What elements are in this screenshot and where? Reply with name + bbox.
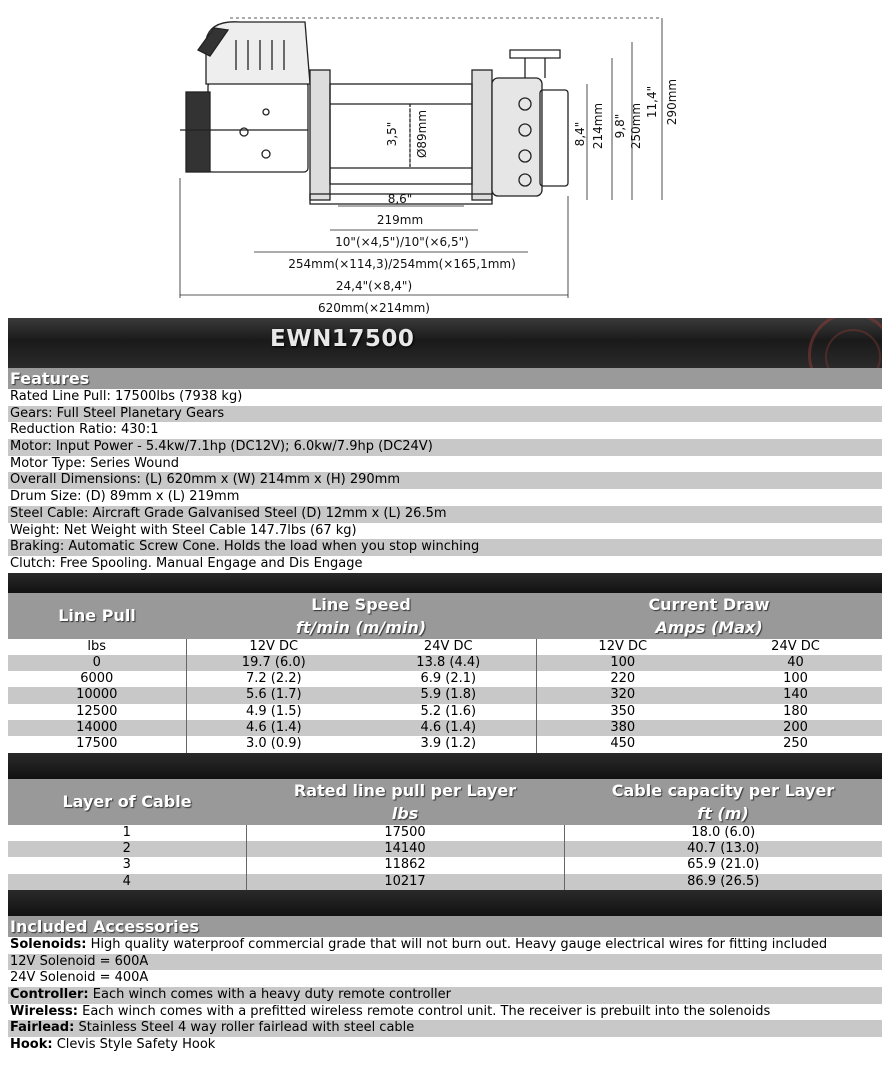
table-cell: 14000 (8, 720, 186, 736)
table-cell: 140 (709, 687, 882, 703)
col-layer: Layer of Cable (8, 779, 246, 825)
feature-item: Steel Cable: Aircraft Grade Galvanised Steel (D) 12mm x (L) 26.5m (8, 506, 882, 523)
table-row (8, 874, 882, 890)
table-cell: 10000 (8, 687, 186, 703)
mount-pattern-mm: 254mm(×114,3)/254mm(×165,1mm) (288, 257, 516, 271)
table-cell: 12500 (76, 703, 118, 719)
table-row (8, 671, 882, 687)
accessory-key: Controller: (10, 986, 89, 1002)
performance-table (8, 593, 882, 753)
table-cell: 250 (783, 736, 808, 752)
col-capacity-unit: ft (m) (564, 802, 882, 825)
table-cell: 4 (8, 874, 246, 890)
col-current-draw: Current Draw (536, 593, 882, 616)
table-cell: 100 (536, 655, 709, 671)
table-row (8, 825, 882, 841)
col-rated-pull: Rated line pull per Layer (246, 779, 564, 802)
motor-end-cap (186, 92, 210, 172)
table-cell: 17500 (76, 736, 118, 752)
accessory-item (8, 1020, 882, 1037)
table-cell: 5.2 (1.6) (420, 703, 477, 719)
accessory-text: High quality waterproof commercial grade that will not burn out. Heavy gauge electrical wires for fitting included (86, 936, 828, 952)
drum-end-right (472, 70, 492, 200)
drum (330, 84, 472, 184)
model-title: EWN17500 (270, 326, 415, 352)
table-row (8, 841, 882, 857)
table-cell: 200 (709, 720, 882, 736)
col-capacity: Cable capacity per Layer (564, 779, 882, 802)
table-cell: 7.2 (2.2) (186, 671, 361, 687)
feature-item: Braking: Automatic Screw Cone. Holds the load when you stop winching (8, 539, 882, 556)
table-cell: 5.6 (1.7) (186, 687, 361, 703)
table-cell: 6.9 (2.1) (420, 671, 477, 687)
col-line-speed: Line Speed (186, 593, 536, 616)
feature-item: Overall Dimensions: (L) 620mm x (W) 214mm x (H) 290mm (8, 472, 882, 489)
table-cell: 11862 (246, 857, 564, 873)
table-row (8, 704, 882, 720)
accessory-text: 24V Solenoid = 400A (10, 970, 149, 986)
accessory-item (8, 1004, 882, 1021)
table-cell: 5.9 (1.8) (361, 687, 536, 703)
height1-mm: 214mm (591, 102, 605, 150)
table-cell: 6000 (80, 671, 114, 687)
accessory-key: Hook: (10, 1036, 53, 1052)
table-row (8, 736, 882, 752)
table-cell: 12V DC (536, 639, 709, 655)
table-cell: 350 (536, 704, 709, 720)
divider-band (8, 573, 882, 593)
table-cell: 100 (783, 671, 808, 687)
table-cell: 40 (709, 655, 882, 671)
drum-diameter-mm: Ø89mm (415, 109, 429, 159)
table-cell: 4.6 (1.4) (186, 720, 361, 736)
accessory-text: Each winch comes with a prefitted wireless remote control unit. The receiver is prebuilt into the solenoids (77, 1003, 771, 1019)
table-subheader-row (8, 639, 882, 655)
feature-item: Motor Type: Series Wound (10, 455, 179, 471)
mount-pattern-in: 10"(×4,5")/10"(×6,5") (335, 235, 469, 249)
drum-diameter-in: 3,5" (385, 121, 399, 147)
table-cell: 3.9 (1.2) (420, 736, 477, 752)
table-cell: 2 (8, 841, 246, 857)
accessory-key: Fairlead: (10, 1020, 75, 1036)
accessory-item (8, 954, 882, 971)
table-cell: 13.8 (4.4) (361, 655, 536, 671)
feature-item: Gears: Full Steel Planetary Gears (8, 406, 882, 423)
table-cell: 180 (783, 703, 808, 719)
accessory-text: Each winch comes with a heavy duty remote controller (88, 986, 451, 1002)
layer-table (8, 779, 882, 890)
accessories-section (8, 916, 882, 1054)
features-heading: Features (8, 368, 882, 389)
accessory-item (8, 1037, 882, 1054)
feature-item: Motor: Input Power - 5.4kw/7.1hp (DC12V); 6.0kw/7.9hp (DC24V) (8, 439, 882, 456)
warranty-emblem-icon (808, 318, 882, 368)
accessories-heading: Included Accessories (8, 916, 882, 937)
table-row (8, 857, 882, 873)
accessory-item (8, 987, 882, 1004)
model-banner (8, 318, 882, 368)
gearbox (492, 78, 542, 196)
spec-sheet (8, 318, 882, 1073)
divider-band (8, 753, 882, 779)
accessory-text: Clevis Style Safety Hook (52, 1036, 216, 1052)
table-cell: 0 (8, 655, 186, 671)
table-row (8, 720, 882, 736)
divider-band (8, 890, 882, 916)
feature-item: Weight: Net Weight with Steel Cable 147.7lbs (67 kg) (10, 522, 357, 538)
overall-length-in: 24,4"(×8,4") (335, 279, 413, 293)
table-cell: 40.7 (13.0) (564, 841, 882, 857)
winch-drawing-svg (0, 0, 882, 318)
table-cell: 4.9 (1.5) (186, 704, 361, 720)
height3-mm: 290mm (665, 78, 679, 126)
table-cell: 220 (536, 671, 709, 687)
table-row (8, 687, 882, 703)
accessory-text: 12V Solenoid = 600A (10, 953, 149, 969)
table-cell: 24V DC (423, 638, 473, 654)
accessory-key: Wireless: (10, 1003, 78, 1019)
table-row (8, 655, 882, 671)
table-cell: 17500 (246, 825, 564, 841)
height2-in: 9,8" (613, 113, 627, 139)
height3-in: 11,4" (645, 85, 659, 119)
col-rated-pull-unit: lbs (246, 802, 564, 825)
table-cell: lbs (87, 638, 107, 654)
table-cell: 18.0 (6.0) (564, 825, 882, 841)
drum-end-left (310, 70, 330, 200)
winch-technical-drawing (0, 0, 882, 318)
feature-item: Rated Line Pull: 17500lbs (7938 kg) (10, 389, 243, 404)
features-list (8, 389, 882, 573)
col-line-pull: Line Pull (8, 593, 186, 639)
motor-body (208, 82, 308, 172)
feature-item: Reduction Ratio: 430:1 (10, 422, 159, 438)
feature-item: Drum Size: (D) 89mm x (L) 219mm (10, 489, 240, 505)
drum-length-mm: 219mm (376, 213, 424, 227)
table-cell: 24V DC (771, 638, 820, 654)
height2-mm: 250mm (629, 102, 643, 150)
accessory-item (8, 970, 882, 987)
table-cell: 380 (536, 720, 709, 736)
overall-length-mm: 620mm(×214mm) (318, 301, 430, 315)
height1-in: 8,4" (573, 121, 587, 147)
drum-length-in: 8,6" (387, 192, 413, 206)
table-cell: 450 (536, 736, 709, 752)
table-cell: 65.9 (21.0) (564, 857, 882, 873)
table-cell: 14140 (246, 841, 564, 857)
col-current-draw-unit: Amps (Max) (536, 616, 882, 639)
table-cell: 3.0 (0.9) (186, 736, 361, 752)
table-cell: 19.7 (6.0) (186, 655, 361, 671)
table-cell: 86.9 (26.5) (564, 874, 882, 890)
accessory-text: Stainless Steel 4 way roller fairlead with steel cable (74, 1020, 415, 1036)
table-cell: 320 (536, 687, 709, 703)
feature-item: Clutch: Free Spooling. Manual Engage and Dis Engage (10, 555, 363, 571)
table-cell: 10217 (246, 874, 564, 890)
accessory-key: Solenoids: (10, 936, 87, 952)
table-cell: 12V DC (186, 639, 361, 655)
table-cell: 1 (122, 824, 131, 840)
col-line-speed-unit: ft/min (m/min) (186, 616, 536, 639)
table-cell: 4.6 (1.4) (361, 720, 536, 736)
table-cell: 3 (122, 857, 131, 873)
accessory-item (8, 937, 882, 954)
